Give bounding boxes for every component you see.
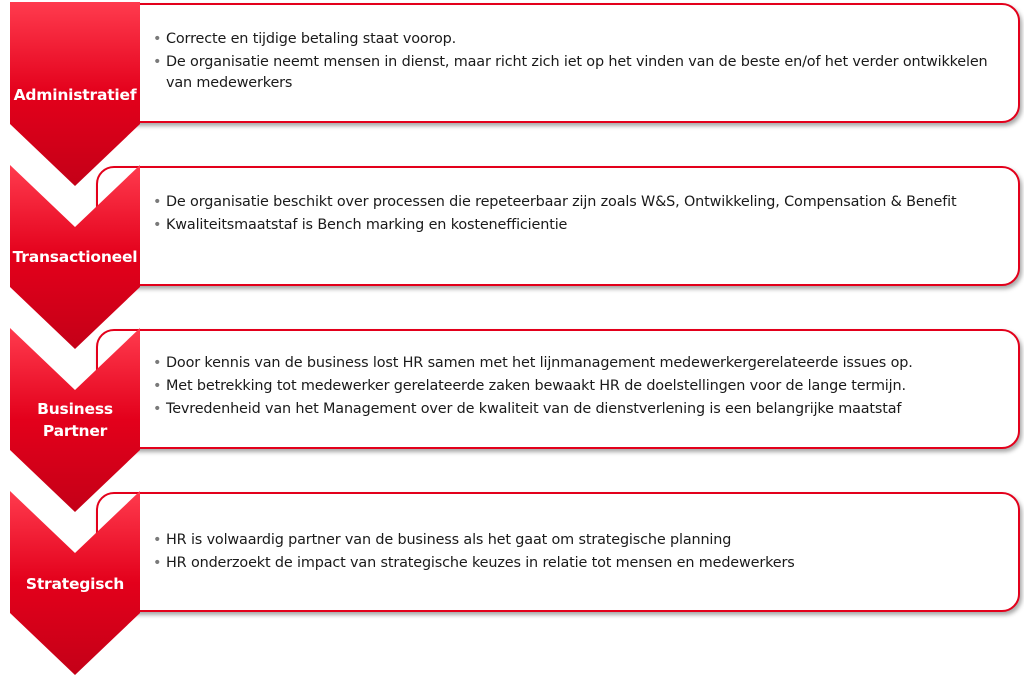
list-item: • HR is volwaardig partner van de business als het gaat om strategische planning xyxy=(153,530,1006,551)
list-item: • De organisatie neemt mensen in dienst, maar richt zich iet op het vinden van de beste en/of het verder ontwikkelen van medewerkers xyxy=(153,54,988,91)
bullet-list-transactioneel xyxy=(153,192,1006,238)
step-label-administratief: Administratief xyxy=(13,86,137,104)
step-label-strategisch: Strategisch xyxy=(25,575,125,593)
list-item: • HR onderzoekt de impact van strategische keuzes in relatie tot mensen en medewerkers xyxy=(153,553,1006,574)
step-label-business-partner: Business Partner xyxy=(37,400,113,440)
list-item: • Kwaliteitsmaatstaf is Bench marking en kostenefficientie xyxy=(153,215,1006,236)
step-box-administratief xyxy=(96,3,1020,123)
step-box-business-partner xyxy=(96,329,1020,449)
bullet-icon: • xyxy=(153,555,162,571)
list-item: • Door kennis van de business lost HR samen met het lijnmanagement medewerkergerelateerde issues op. xyxy=(153,353,1006,374)
step-box-strategisch xyxy=(96,492,1020,612)
bullet-icon: • xyxy=(153,194,162,210)
list-item: • De organisatie beschikt over processen die repeteerbaar zijn zoals W&S, Ontwikkeling, Compensation & Benefit xyxy=(153,192,1006,213)
bullet-icon: • xyxy=(153,532,162,548)
step-box-transactioneel xyxy=(96,166,1020,286)
list-item: • Met betrekking tot medewerker gerelateerde zaken bewaakt HR de doelstellingen voor de lange termijn. xyxy=(153,376,1006,397)
bullet-icon: • xyxy=(153,355,162,371)
bullet-icon: • xyxy=(153,401,162,417)
bullet-list-strategisch xyxy=(153,530,1006,576)
bullet-list-business-partner xyxy=(153,353,1006,422)
bullet-icon: • xyxy=(153,378,162,394)
step-label-transactioneel: Transactioneel xyxy=(12,248,138,266)
list-item: • Correcte en tijdige betaling staat voorop. xyxy=(153,29,1006,50)
bullet-icon: • xyxy=(153,31,162,47)
list-item: • Tevredenheid van het Management over de kwaliteit van de dienstverlening is een belangrijke maatstaf xyxy=(153,399,1006,420)
bullet-icon: • xyxy=(153,217,162,233)
bullet-icon: • xyxy=(153,54,162,70)
bullet-list-administratief xyxy=(153,29,1006,96)
